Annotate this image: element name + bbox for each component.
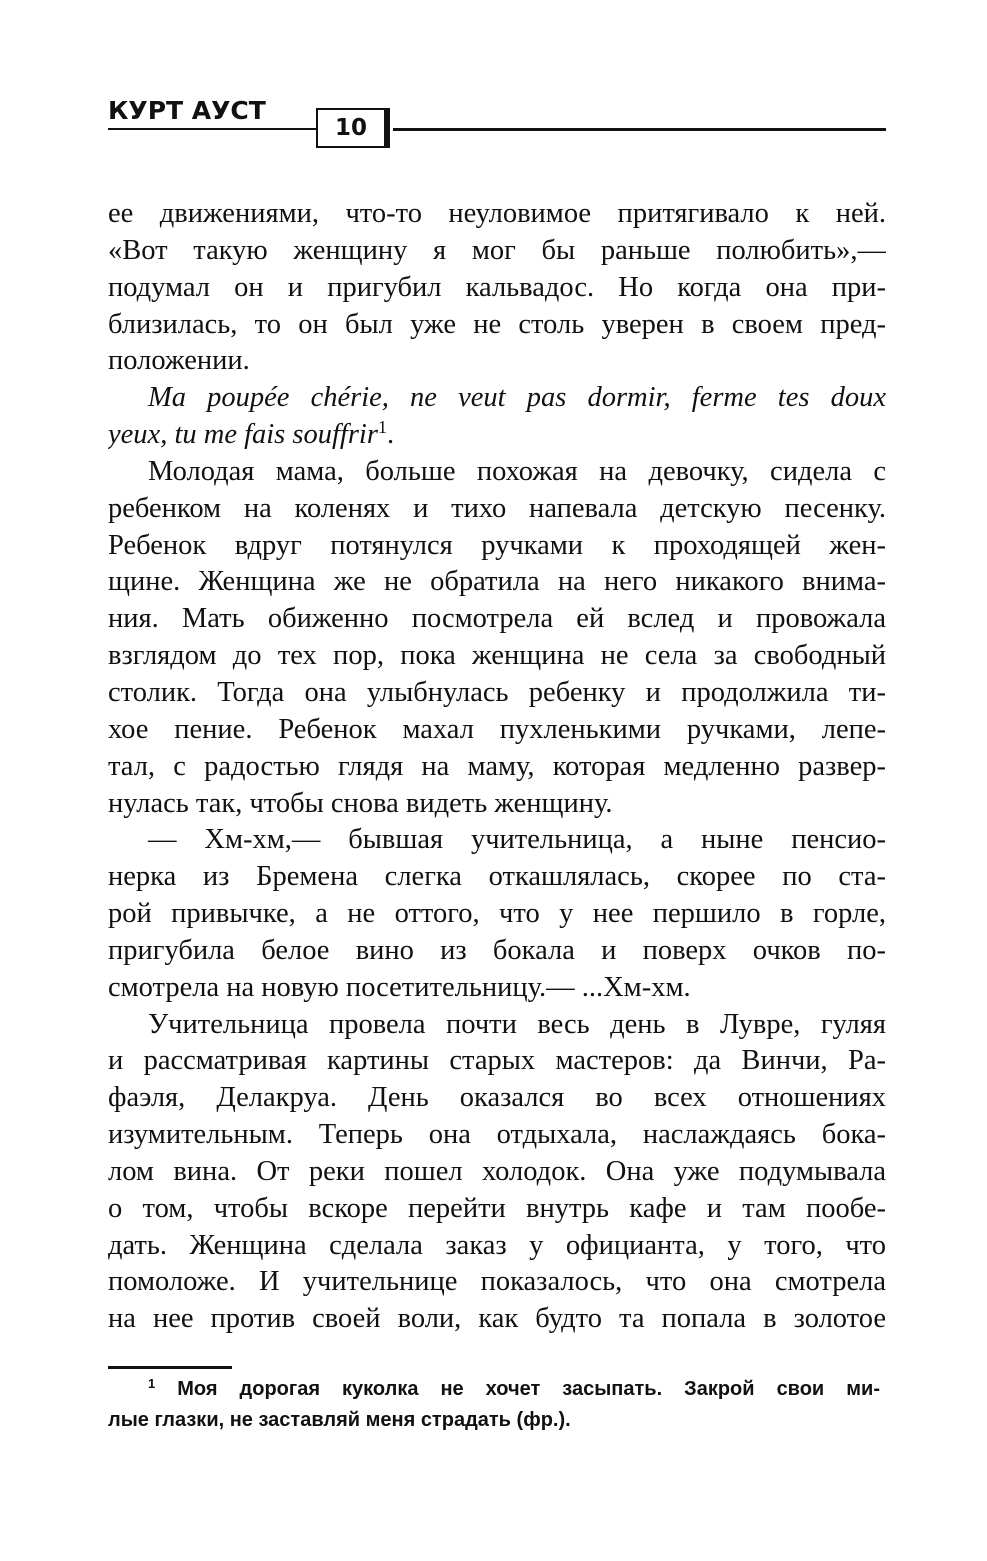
- footnote-rule: [108, 1366, 232, 1369]
- text-line: взглядом до тех пор, пока женщина не села за свободный: [108, 640, 886, 672]
- text-line: «Вот такую женщину я мог бы раньше полюбить»,—: [108, 234, 886, 266]
- footnote-ref-suffix: .: [386, 419, 395, 451]
- footnote-text: Моя дорогая куколка не хочет засыпать. Закрой свои ми-: [177, 1378, 880, 1400]
- text-line: фаэля, Делакруа. День оказался во всех отношениях: [108, 1082, 886, 1114]
- text-line: на нее против своей воли, как будто та попала в золотое: [108, 1303, 886, 1335]
- text-line: положении.: [108, 345, 250, 377]
- footnote-number: 1: [148, 1376, 156, 1391]
- header-rule-left: [108, 128, 316, 130]
- text-line: о том, чтобы вскоре перейти внутрь кафе и там пообе-: [108, 1192, 886, 1224]
- body-text: [108, 196, 886, 1338]
- text-line: нулась так, чтобы снова видеть женщину.: [108, 787, 613, 819]
- text-line: Молодая мама, больше похожая на девочку, сидела с: [148, 455, 886, 487]
- text-line: подумал он и пригубил кальвадос. Но когда она при-: [108, 271, 886, 303]
- text-line: тал, с радостью глядя на маму, которая медленно развер-: [108, 750, 886, 782]
- french-text: yeux, tu me fais souffrir: [108, 419, 378, 451]
- text-line: пригубила белое вино из бокала и поверх очков по-: [108, 934, 886, 966]
- footnote-line: [108, 1374, 880, 1405]
- text-line-french: Ma poupée chérie, ne veut pas dormir, ferme tes doux: [148, 382, 886, 414]
- text-line: щине. Женщина же не обратила на него никакого внима-: [108, 566, 886, 598]
- page-number: 10: [316, 108, 390, 148]
- text-line: Ребенок вдруг потянулся ручками к проходящей жен-: [108, 529, 886, 561]
- header-rule-right: [393, 128, 886, 131]
- text-line: и рассматривая картины старых мастеров: да Винчи, Ра-: [108, 1045, 886, 1077]
- text-line-french: [108, 417, 886, 454]
- footnote: [108, 1374, 880, 1436]
- footnote-line: лые глазки, не заставляй меня страдать (фр.).: [108, 1409, 571, 1431]
- footnote-marker: 1: [377, 417, 387, 438]
- text-line: Учительница провела почти весь день в Лувре, гуляя: [148, 1008, 886, 1040]
- header-author: КУРТ АУСТ: [108, 96, 266, 125]
- text-line: помоложе. И учительнице показалось, что она смотрела: [108, 1266, 886, 1298]
- text-line: смотрела на новую посетительницу.— ...Хм-хм.: [108, 971, 691, 1003]
- running-header: [108, 92, 886, 162]
- text-line: ее движениями, что-то неуловимое притягивало к ней.: [108, 198, 886, 229]
- text-line: ребенком на коленях и тихо напевала детскую песенку.: [108, 492, 886, 524]
- text-line: рой привычке, а не оттого, что у нее першило в горле,: [108, 898, 886, 930]
- text-line: нерка из Бремена слегка откашлялась, скорее по ста-: [108, 861, 886, 893]
- text-line: хое пение. Ребенок махал пухленькими ручками, лепе-: [108, 713, 886, 745]
- text-line: ния. Мать обиженно посмотрела ей вслед и провожала: [108, 603, 886, 635]
- text-line: лом вина. От реки пошел холодок. Она уже подумывала: [108, 1155, 886, 1187]
- text-line: дать. Женщина сделала заказ у официанта, у того, что: [108, 1229, 886, 1261]
- text-line: — Хм-хм,— бывшая учительница, а ныне пенсио-: [148, 824, 886, 856]
- text-line: столик. Тогда она улыбнулась ребенку и продолжила ти-: [108, 676, 886, 708]
- text-line: изумительным. Теперь она отдыхала, наслаждаясь бока-: [108, 1119, 886, 1151]
- text-line: близилась, то он был уже не столь уверен в своем пред-: [108, 308, 886, 340]
